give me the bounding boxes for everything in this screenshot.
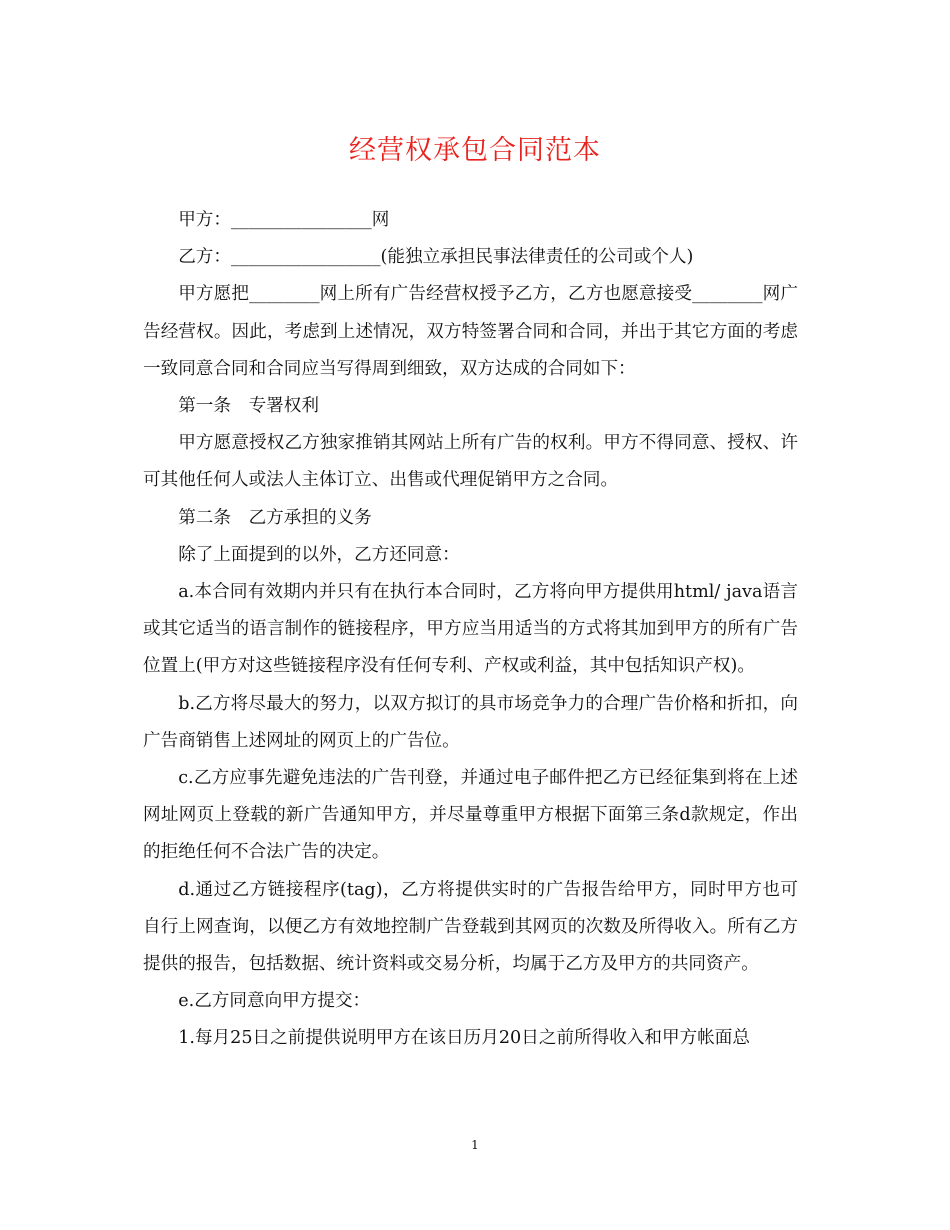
article-1-heading: 第一条 专署权利 [178,396,319,417]
document-body [143,202,798,1058]
party-a-line: 甲方：________________网 [178,210,390,230]
clause-a-paragraph: a.本合同有效期内并只有在执行本合同时，乙方将向甲方提供用html/ java语言或其它适当的语言制作的链接程序，甲方应当用适当的方式将其加到甲方的所有广告位置上(甲方对这些链接程序没有任何专利、产权或利益，其中包括知识产权)。 [143,582,798,677]
article-1-paragraph: 甲方愿意授权乙方独家推销其网站上所有广告的权利。甲方不得同意、授权、许可其他任何人或法人主体订立、出售或代理促销甲方之合同。 [143,433,798,491]
party-b-line: 乙方：_________________(能独立承担民事法律责任的公司或个人) [178,247,694,268]
page-number: 1 [471,1138,479,1152]
clause-b-paragraph: b.乙方将尽最大的努力，以双方拟订的具市场竞争力的合理广告价格和折扣，向广告商销售上述网址的网页上的广告位。 [143,693,798,751]
clause-d-paragraph: d.通过乙方链接程序(tag)，乙方将提供实时的广告报告给甲方，同时甲方也可自行上网查询，以便乙方有效地控制广告登载到其网页的次数及所得收入。所有乙方提供的报告，包括数据、统计资料或交易分析，均属于乙方及甲方的共同资产。 [143,879,798,975]
clause-e-paragraph: e.乙方同意向甲方提交： [178,991,371,1012]
clause-c-paragraph: c.乙方应事先避免违法的广告刊登，并通过电子邮件把乙方已经征集到将在上述网址网页上登载的新广告通知甲方，并尽量尊重甲方根据下面第三条d款规定，作出的拒绝任何不合法广告的决定。 [143,768,798,863]
article-2-heading: 第二条 乙方承担的义务 [178,507,372,528]
article-2-intro: 除了上面提到的以外，乙方还同意： [178,544,460,565]
clause-e1-paragraph: 1.每月25日之前提供说明甲方在该日历月20日之前所得收入和甲方帐面总 [178,1028,750,1049]
preamble-paragraph: 甲方愿把________网上所有广告经营权授予乙方，乙方也愿意接受________网广告经营权。因此，考虑到上述情况，双方特签署合同和合同，并出于其它方面的考虑一致同意合同和合同应当写得周到细致，双方达成的合同如下： [143,284,798,379]
document-title: 经营权承包合同范本 [349,135,601,166]
